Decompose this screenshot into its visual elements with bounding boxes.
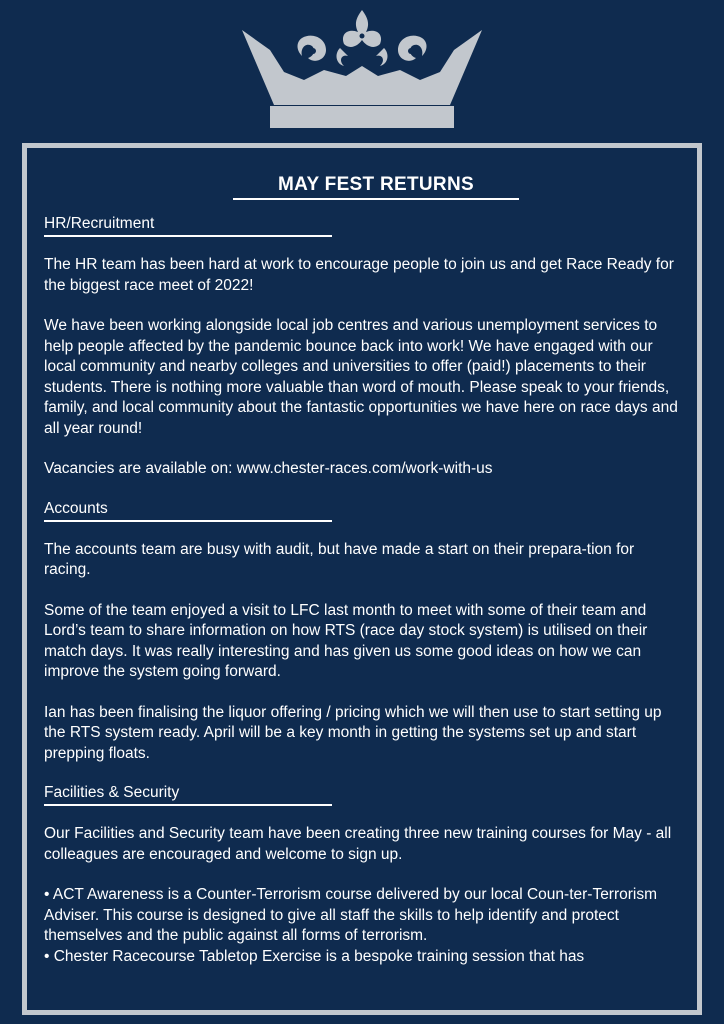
section-heading-accounts: Accounts <box>44 500 332 522</box>
section-heading-facilities: Facilities & Security <box>44 784 332 806</box>
title-underline <box>233 174 519 200</box>
section-heading-hr: HR/Recruitment <box>44 215 332 237</box>
accounts-paragraph-3: Ian has been finalising the liquor offering / pricing which we will then use to start setting up the RTS system ready. April will be a key month in getting the systems set up and start prepping floats. <box>44 703 662 762</box>
facilities-paragraph-1: Our Facilities and Security team have been creating three new training courses for May - all colleagues are encouraged and welcome to sign up. <box>44 825 672 863</box>
accounts-paragraph-1: The accounts team are busy with audit, but have made a start on their prepara-tion for racing. <box>44 540 635 578</box>
accounts-paragraph-2: Some of the team enjoyed a visit to LFC last month to meet with some of their team and Lord’s team to share information on how RTS (race day stock system) is utilised on their match days. It was really interesting and has given us some good ideas on how we can improve the system going forward. <box>44 601 648 680</box>
bullet-item: • Chester Racecourse Tabletop Exercise is a bespoke training session that has <box>44 947 585 965</box>
bullet-item: • ACT Awareness is a Counter-Terrorism course delivered by our local Coun-ter-Terrorism Adviser. This course is designed to give all staff the skills to help identify and protect themselves and the public against all forms of terrorism. <box>44 886 658 944</box>
article-body <box>44 215 684 967</box>
crown-icon <box>240 10 484 130</box>
content-frame <box>22 143 702 1015</box>
page-title: MAY FEST RETURNS <box>278 174 474 195</box>
hr-paragraph-1: The HR team has been hard at work to encourage people to join us and get Race Ready for the biggest race meet of 2022! <box>44 256 674 294</box>
hr-paragraph-2: We have been working alongside local job centres and various unemployment services to help people affected by the pandemic bounce back into work! We have engaged with our local community and nearby colleges and universities to offer (paid!) placements to their students. There is nothing more valuable than word of mouth. Please speak to your friends, family, and local community about the fantastic opportunities we have here on race days and all year round! <box>44 317 678 437</box>
hr-vacancies: Vacancies are available on: www.chester-races.com/work-with-us <box>44 460 493 477</box>
